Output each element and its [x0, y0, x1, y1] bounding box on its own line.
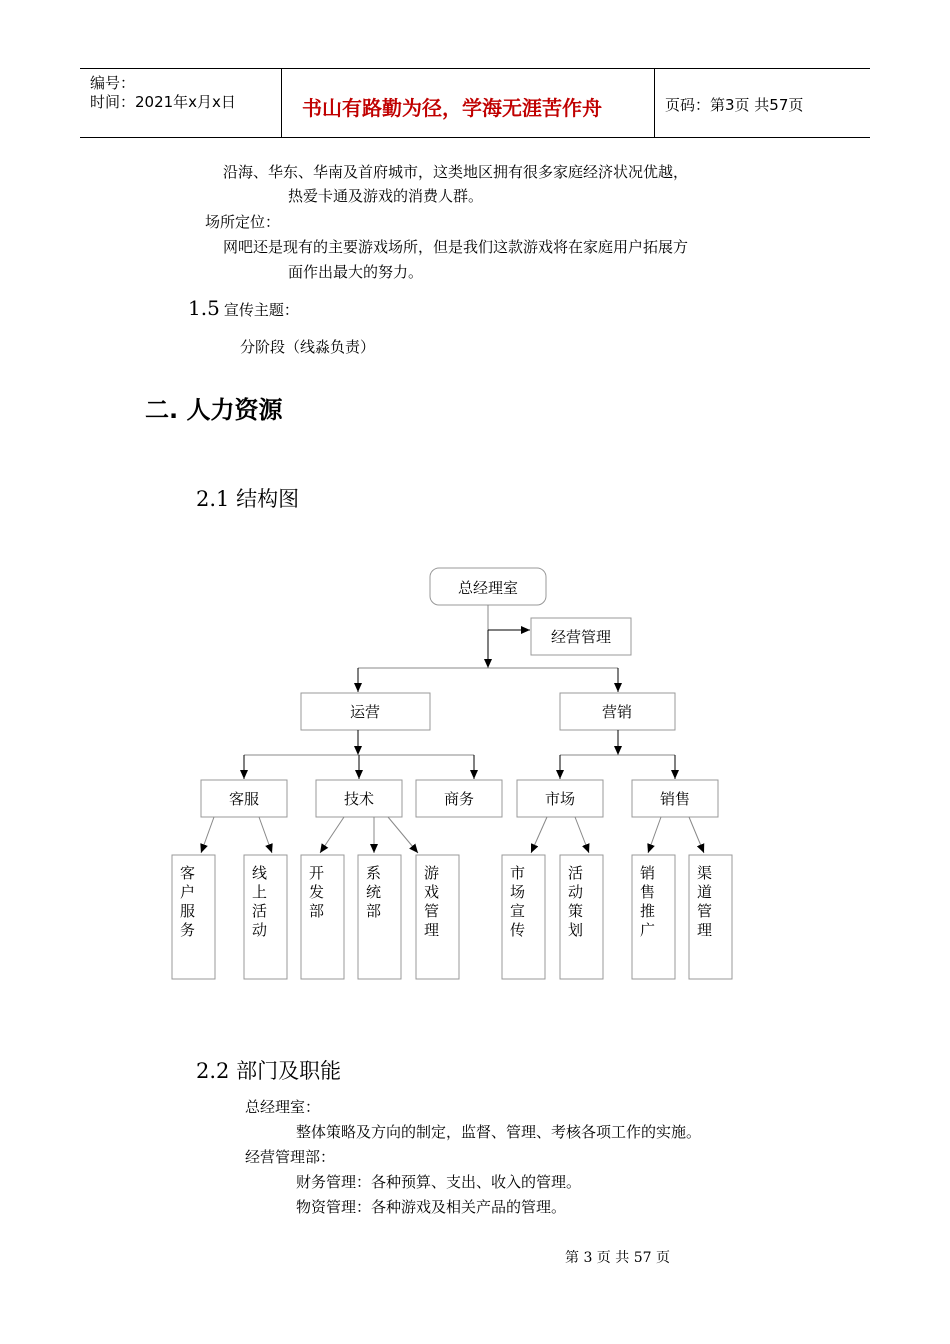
org-label-level3-char: 系: [366, 864, 382, 882]
org-label-side: 经营管理: [550, 628, 612, 646]
org-label-level3-char: 线: [252, 864, 268, 882]
paragraph-line: 面作出最大的努力。: [288, 263, 424, 281]
org-label-level3-char: 划: [568, 921, 584, 939]
org-label-level3-char: 部: [309, 902, 325, 920]
connector: [388, 817, 418, 853]
ops-label: 经营管理部：: [245, 1148, 336, 1166]
org-label-level3-char: 统: [366, 883, 382, 901]
heading-text: 宣传主题：: [223, 301, 299, 319]
org-label-level3-char: 客: [180, 864, 196, 882]
org-label-level3-char: 传: [510, 921, 526, 939]
connector: [575, 817, 589, 853]
header-page-info: 页码：第3页 共57页: [665, 96, 804, 114]
connector: [201, 817, 214, 853]
org-label-level2: 市场: [544, 790, 576, 808]
org-label-level3-char: 动: [252, 921, 268, 939]
org-label-level3-char: 售: [640, 883, 656, 901]
org-label-level3-char: 广: [640, 921, 656, 939]
org-label-level3-char: 务: [180, 921, 196, 939]
org-label-level2: 销售: [659, 790, 691, 808]
stage-text: 分阶段（线淼负责）: [240, 338, 376, 356]
org-label-level3-char: 部: [366, 902, 382, 920]
org-label-level1: 运营: [349, 703, 381, 721]
org-label-level3-char: 动: [568, 883, 584, 901]
org-label-level2: 商务: [443, 790, 475, 808]
connector: [531, 817, 547, 853]
paragraph-line: 沿海、华东、华南及首府城市，这类地区拥有很多家庭经济状况优越，: [223, 163, 689, 181]
gm-desc: 整体策略及方向的制定，监督、管理、考核各项工作的实施。: [296, 1123, 702, 1141]
heading-number: 1.5: [188, 296, 220, 320]
org-label-level3-char: 发: [309, 883, 325, 901]
heading-2-1: 2.1 结构图: [196, 487, 300, 511]
connector: [320, 817, 344, 853]
connector: [689, 817, 704, 853]
section-title: 二. 人力资源: [145, 396, 283, 424]
connector: [648, 817, 661, 853]
finance-desc: 财务管理：各种预算、支出、收入的管理。: [296, 1173, 582, 1191]
org-label-level3-char: 道: [697, 883, 713, 901]
org-label-level3-char: 管: [424, 902, 440, 920]
org-label-level3-char: 宣: [510, 902, 526, 920]
org-label-level3-char: 理: [424, 921, 440, 939]
paragraph-line: 热爱卡通及游戏的消费人群。: [288, 187, 484, 205]
header-number-label: 编号：: [90, 74, 136, 92]
org-label-level3-char: 上: [252, 883, 268, 901]
org-label-level3-char: 场: [510, 883, 526, 901]
page-footer: 第 3 页 共 57 页: [565, 1250, 670, 1266]
materials-desc: 物资管理：各种游戏及相关产品的管理。: [296, 1198, 567, 1216]
org-label-level2: 客服: [228, 790, 260, 808]
header-time-label: 时间：2021年x月x日: [90, 93, 236, 111]
org-label-level3-char: 户: [180, 883, 196, 901]
org-label-level1: 营销: [601, 703, 633, 721]
org-label-root: 总经理室: [457, 579, 519, 597]
heading-2-2: 2.2 部门及职能: [196, 1059, 342, 1083]
org-label-level3-char: 渠: [697, 864, 713, 882]
org-label-level3-char: 理: [697, 921, 713, 939]
org-label-level3-char: 游: [424, 864, 440, 882]
header-motto: 书山有路勤为径，学海无涯苦作舟: [302, 96, 602, 120]
gm-label: 总经理室：: [245, 1098, 321, 1116]
org-label-level3-char: 活: [568, 864, 584, 882]
connector: [259, 817, 272, 853]
org-label-level3-char: 销: [640, 864, 656, 882]
org-label-level2: 技术: [343, 790, 375, 808]
org-label-level3-char: 策: [568, 902, 584, 920]
org-label-level3-char: 服: [180, 902, 196, 920]
org-label-level3-char: 管: [697, 902, 713, 920]
org-label-level3-char: 活: [252, 902, 268, 920]
org-label-level3-char: 戏: [424, 883, 440, 901]
venue-label: 场所定位：: [205, 213, 281, 231]
org-label-level3-char: 推: [640, 902, 656, 920]
paragraph-line: 网吧还是现有的主要游戏场所，但是我们这款游戏将在家庭用户拓展方: [223, 238, 689, 256]
org-label-level3-char: 市: [510, 864, 526, 882]
org-label-level3-char: 开: [309, 864, 325, 882]
